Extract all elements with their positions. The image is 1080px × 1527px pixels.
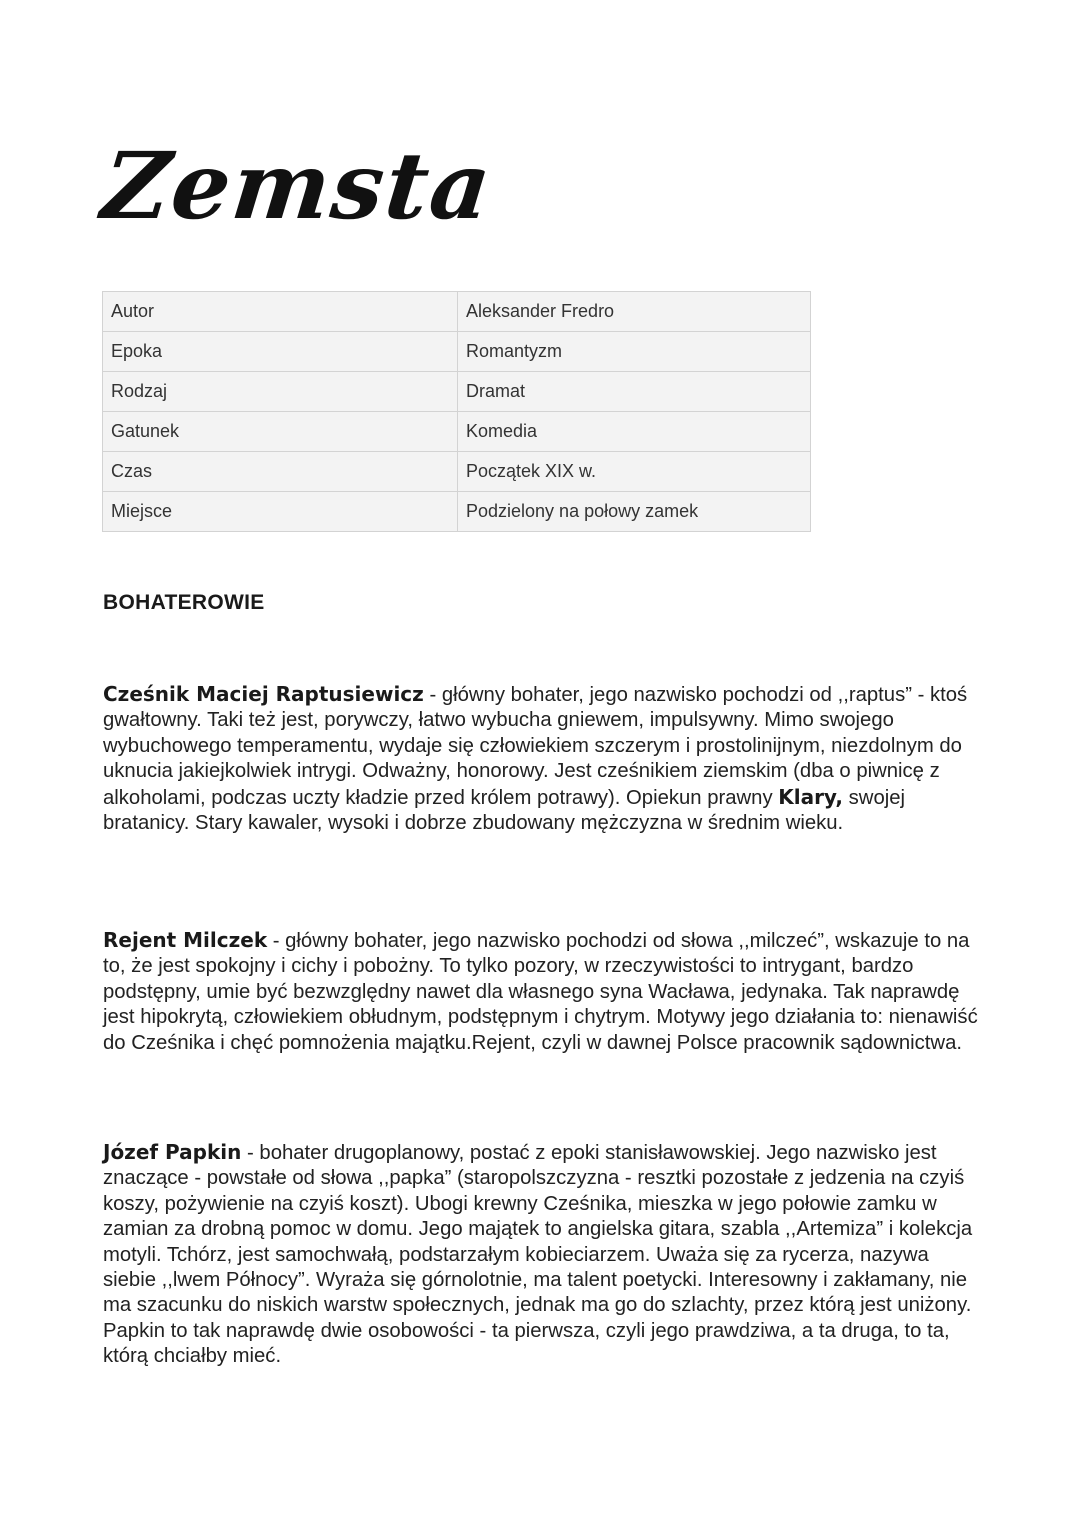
character-text: - główny bohater, jego nazwisko pochodzi od słowa ,,milczeć”, wskazuje to na to, że jest spokojny i cichy i pobożny. To tylko pozory, w rzeczywistości to intrygant, bardzo podstępny, umie być bezwzględny nawet dla własnego syna Wacława, jedynaka. Tak naprawdę jest hipokrytą, człowiekiem obłudnym, podstępnym i chytrym. Motywy jego działania to: nienawiść do Cześnika i chęć pomnożenia majątku.Rejent, czyli w dawnej Polsce pracownik sądownictwa.	[103, 930, 978, 1054]
table-key: Gatunek	[103, 412, 458, 452]
table-row	[103, 492, 811, 532]
table-value: Podzielony na połowy zamek	[458, 492, 811, 532]
table-row	[103, 332, 811, 372]
table-key: Autor	[103, 292, 458, 332]
character-name: Cześnik Maciej Raptusiewicz	[103, 682, 424, 706]
table-row	[103, 452, 811, 492]
character-text: - główny bohater, jego nazwisko pochodzi od ,,raptus” - ktoś gwałtowny. Taki też jest, porywczy, łatwo wybucha gniewem, impulsywny. Mimo swojego wybuchowego temperamentu, wydaje się człowiekiem szczerym i prostolinijnym, niezdolnym do uknucia jakiejkolwiek intrygi. Odważny, honorowy. Jest cześnikiem ziemskim (dba o piwnicę z alkoholami, podczas uczty kładzie przed królem potrawy). Opiekun prawny	[103, 684, 968, 809]
character-description-papkin	[103, 1140, 983, 1370]
info-table	[102, 291, 811, 532]
character-emphasis: Klary,	[778, 784, 844, 809]
character-description-rejent	[103, 928, 983, 1056]
character-name: Józef Papkin	[103, 1140, 242, 1164]
document-title: Zemsta	[97, 132, 498, 240]
table-row	[103, 292, 811, 332]
table-row	[103, 412, 811, 452]
character-description-czesnik	[103, 682, 983, 836]
table-key: Czas	[103, 452, 458, 492]
character-text: - bohater drugoplanowy, postać z epoki stanisławowskiej. Jego nazwisko jest znaczące - powstałe od słowa ,,papka” (staropolszczyzna - resztki pozostałe z jedzenia na czyiś koszy, pożywienie na czyiś koszt). Ubogi krewny Cześnika, mieszka w jego połowie zamku w zamian za drobną pomoc w domu. Jego majątek to angielska gitara, szabla ,,Artemiza” i kolekcja motyli. Tchórz, jest samochwałą, podstarzałym kobieciarzem. Uważa się za rycerza, nazywa siebie ,,lwem Północy”. Wyraża się górnolotnie, ma talent poetycki. Interesowny i zakłamany, nie ma szacunku do niskich warstw społecznych, jednak ma go do szlachty, przez którą jest uniżony. Papkin to tak naprawdę dwie osobowości - ta pierwsza, czyli jego prawdziwa, a ta druga, to ta, którą chciałby mieć.	[103, 1142, 973, 1368]
table-value: Dramat	[458, 372, 811, 412]
table-key: Miejsce	[103, 492, 458, 532]
section-heading-heroes: BOHATEROWIE	[103, 591, 265, 614]
table-key: Epoka	[103, 332, 458, 372]
character-name: Rejent Milczek	[103, 928, 268, 952]
table-value: Początek XIX w.	[458, 452, 811, 492]
table-key: Rodzaj	[103, 372, 458, 412]
table-value: Romantyzm	[458, 332, 811, 372]
table-value: Komedia	[458, 412, 811, 452]
character-text: swojej bratanicy. Stary kawaler, wysoki i dobrze zbudowany mężczyzna w średnim wieku.	[103, 786, 906, 835]
table-value: Aleksander Fredro	[458, 292, 811, 332]
table-row	[103, 372, 811, 412]
